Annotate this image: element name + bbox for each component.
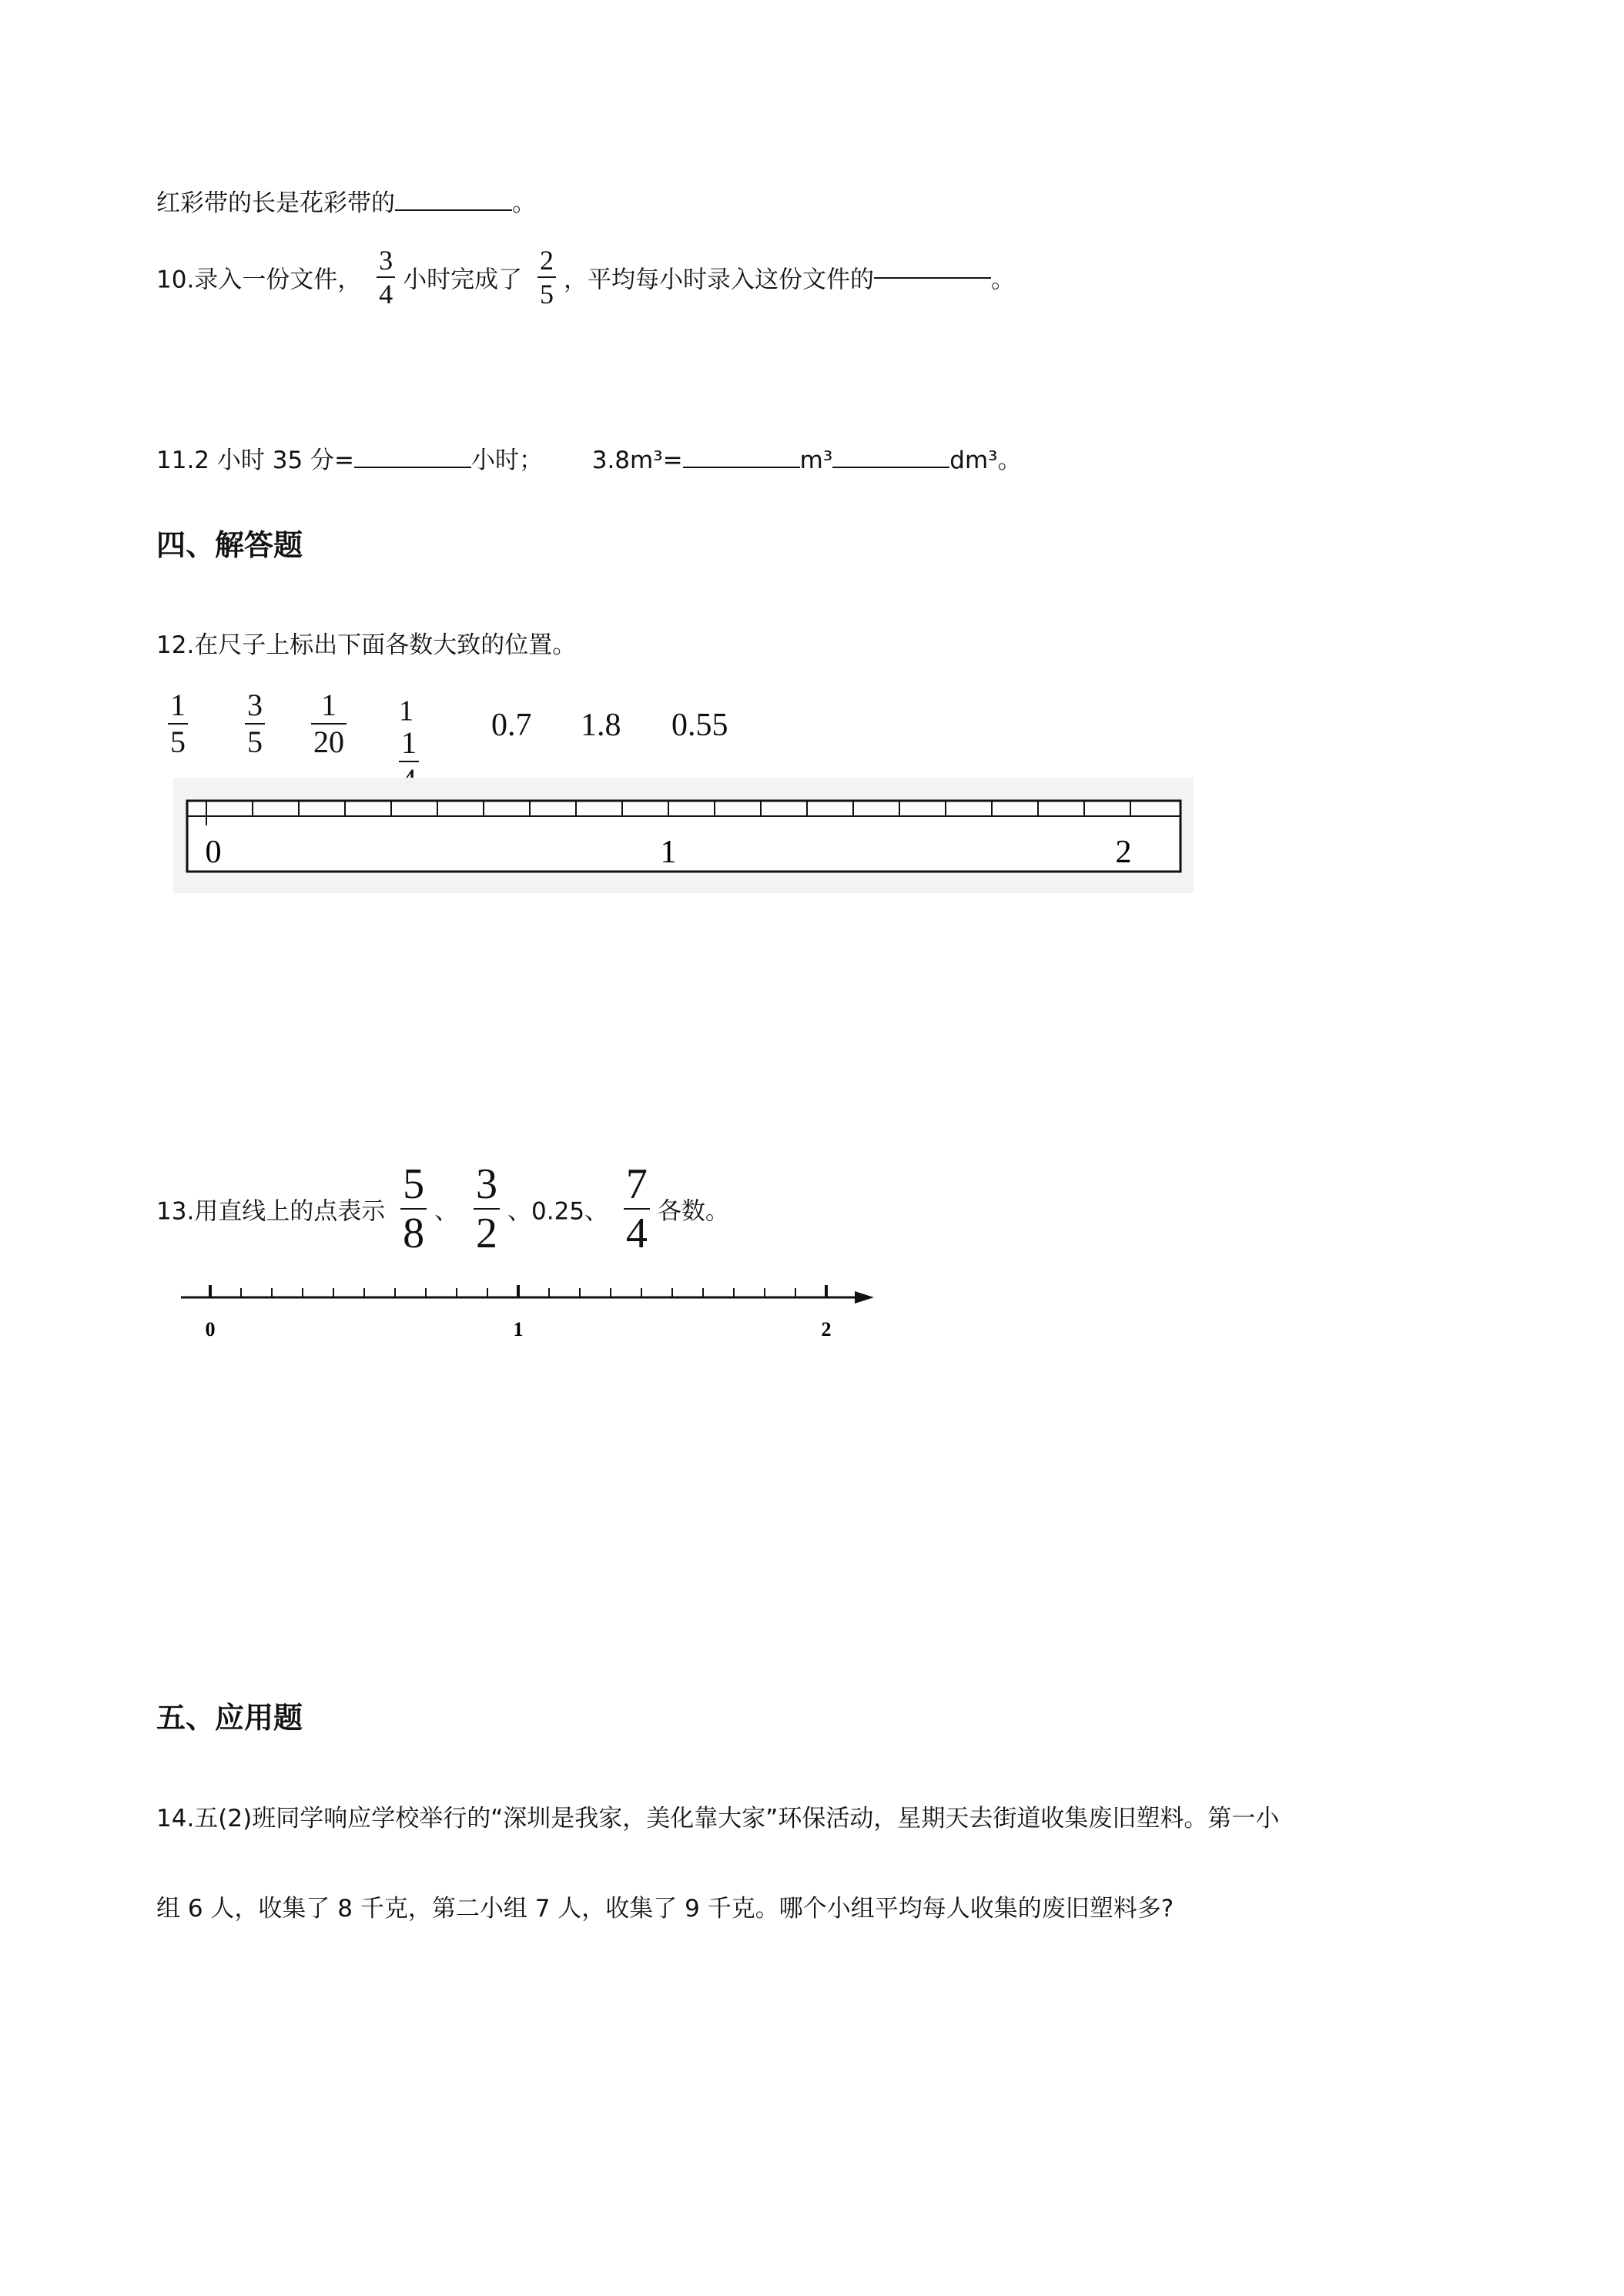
q10-prefix: 10.录入一份文件， [156, 266, 362, 294]
q11-part4: m³ [799, 447, 833, 474]
q12-number-0-55: 0.55 [671, 708, 728, 743]
q12-number-1-5: $\frac{1}{5}$ [168, 690, 188, 758]
answer-blank[interactable] [395, 209, 512, 211]
q10-fraction-1 [377, 246, 395, 308]
q9-tail-end: 。 [512, 189, 536, 217]
q13-prefix: 13.用直线上的点表示 [156, 1197, 386, 1226]
q13-mid: 、0.25、 [507, 1197, 609, 1226]
q13-fraction-3-2: $\frac{3}{2}$ [474, 1163, 500, 1255]
frac-denominator: 5 [540, 279, 554, 310]
frac-numerator: 2 [540, 245, 554, 276]
q12-ruler[interactable] [173, 778, 1194, 893]
q11-part1: 11.2 小时 35 分= [156, 447, 355, 474]
ruler-label-0: 0 [205, 835, 222, 870]
answer-blank[interactable] [832, 466, 949, 468]
section-4-heading: 四、解答题 [156, 528, 303, 562]
section-5-heading: 五、应用题 [156, 1701, 303, 1735]
q14-line-2: 组 6 人，收集了 8 千克，第二小组 7 人，收集了 9 千克。哪个小组平均每人收集的废旧塑料多? [156, 1895, 1174, 1923]
ruler-label-1: 1 [660, 835, 677, 870]
q12-number-1-8: 1.8 [581, 708, 621, 743]
q13-line [156, 1160, 729, 1257]
answer-blank[interactable] [354, 466, 471, 468]
q10-fraction-2 [537, 246, 556, 308]
q11-part5: dm³。 [949, 447, 1022, 474]
q12-number-3-5: $\frac{3}{5}$ [245, 690, 265, 758]
q12-text: 12.在尺子上标出下面各数大致的位置。 [156, 631, 577, 659]
q10-suffix: ，平均每小时录入这份文件的 [564, 266, 875, 294]
frac-numerator: 3 [379, 245, 393, 276]
frac-denominator: 4 [379, 279, 393, 310]
q10-line [156, 246, 1015, 308]
number-line-ticks [210, 1285, 826, 1297]
q10-end: 。 [991, 266, 1016, 294]
q13-suffix: 各数。 [657, 1197, 729, 1226]
q12-number-1-1-4: 1 1 [399, 690, 419, 795]
answer-blank[interactable] [683, 466, 800, 468]
q11-part2: 小时； [471, 447, 544, 474]
q11-part3: 3.8m³= [591, 447, 683, 474]
q9-tail-line [156, 183, 536, 218]
number-line-label-0: 0 [205, 1318, 216, 1340]
q12-number-0-7: 0.7 [491, 708, 532, 743]
q10-mid: 小时完成了 [403, 266, 523, 294]
q12-number-1-20: $\frac{1}{20}$ [311, 690, 347, 758]
answer-blank[interactable] [874, 276, 991, 279]
ruler-label-2: 2 [1115, 835, 1132, 870]
q13-fraction-7-4: $\frac{7}{4}$ [624, 1163, 650, 1255]
q14-line-1: 14.五(2)班同学响应学校举行的“深圳是我家，美化靠大家”环保活动，星期天去街道收集废旧塑料。第一小 [156, 1805, 1280, 1832]
q11-line [156, 440, 1022, 475]
q13-number-line[interactable] [177, 1274, 886, 1344]
q13-fraction-5-8: $\frac{5}{8}$ [400, 1163, 427, 1255]
number-line-label-1: 1 [513, 1318, 524, 1340]
number-line-label-2: 2 [821, 1318, 832, 1340]
q9-tail-text: 红彩带的长是花彩带的 [156, 189, 395, 217]
q13-sep: 、 [434, 1197, 459, 1226]
